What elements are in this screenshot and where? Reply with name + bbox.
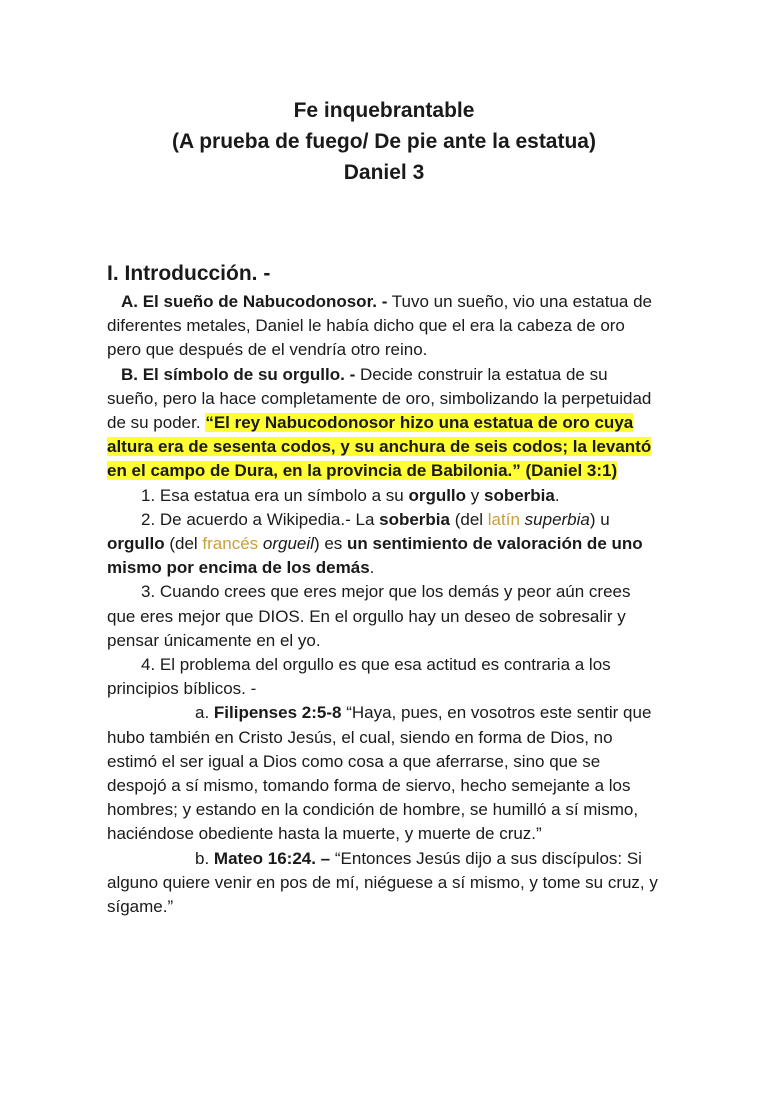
p2-soberbia: soberbia	[379, 509, 450, 529]
p1-soberbia: soberbia	[484, 485, 555, 505]
highlighted-quote: “El rey Nabucodonosor hizo una estatua de oro cuya altura era de sesenta codos, y su anchura de seis codos; la levantó en el campo de Dura, en la provincia de Babilonia.” (Daniel 3:1)	[107, 413, 652, 481]
paragraph-a-text: Tuvo un sueño, vio una estatua de diferentes metales, Daniel le había dicho que el era la cabeza de oro pero que después de el vendría otro reino.	[107, 292, 652, 360]
p1-and: y	[466, 485, 484, 505]
section-heading: I. Introducción. -	[107, 262, 271, 285]
document-title	[107, 95, 661, 188]
p2-superbia: superbia	[524, 509, 590, 529]
p2-orgueil: orgueil	[262, 534, 314, 554]
p2-text-a: 2. De acuerdo a Wikipedia.- La	[141, 509, 380, 529]
p2-period: .	[369, 558, 375, 578]
p2-text-c: (del	[449, 509, 488, 529]
paragraph-b-text: Decide construir la estatua de su sueño, pero la hace completamente de oro, simbolizando la perpetuidad de su poder.	[107, 364, 652, 433]
paragraph-1	[107, 484, 661, 508]
paragraph-4: 4. El problema del orgullo es que esa actitud es contraria a los principios bíblicos. -	[107, 655, 611, 699]
p2-text-h: (del	[164, 534, 203, 554]
paragraph-b-label: B. El símbolo de su orgullo. -	[121, 364, 356, 384]
p1-text: 1. Esa estatua era un símbolo a su	[141, 485, 409, 505]
p4b-reference: Mateo 16:24. –	[213, 848, 331, 868]
p2-text-k: ) es	[313, 534, 347, 554]
document-body	[107, 260, 661, 919]
title-line-2: (A prueba de fuego/ De pie ante la estatua)	[172, 130, 596, 153]
title-line-3: Daniel 3	[343, 161, 425, 184]
paragraph-4b	[107, 847, 661, 920]
p2-definition: un sentimiento de valoración de uno mismo por encima de los demás	[107, 534, 643, 578]
p4a-marker: a.	[195, 703, 214, 723]
p4a-reference: Filipenses 2:5-8	[213, 703, 342, 723]
paragraph-4a	[107, 701, 661, 846]
p4b-quote: “Entonces Jesús dijo a sus discípulos: Si alguno quiere venir en pos de mí, niéguese a sí mismo, y tome su cruz, y sígame.”	[107, 848, 658, 917]
p1-period: .	[554, 485, 560, 505]
p4b-marker: b.	[195, 848, 214, 868]
document-page	[0, 95, 768, 1119]
link-frances[interactable]: francés	[202, 534, 259, 554]
link-latin[interactable]: latín	[487, 509, 520, 529]
p2-orgullo: orgullo	[107, 534, 165, 554]
paragraph-a	[107, 290, 661, 363]
p2-text-f: ) u	[589, 509, 610, 529]
paragraph-2	[107, 508, 661, 581]
paragraph-a-label: A. El sueño de Nabucodonosor. -	[121, 292, 388, 311]
title-line-1: Fe inquebrantable	[293, 99, 475, 122]
paragraph-b	[107, 363, 661, 484]
p4a-quote: “Haya, pues, en vosotros este sentir que hubo también en Cristo Jesús, el cual, siendo en forma de Dios, no estimó el ser igual a Dios como cosa a que aferrarse, sino que se despojó a sí mismo, tomando forma de siervo, hecho semejante a los hombres; y estando en la condición de hombre, se humilló a sí mismo, haciéndose obediente hasta la muerte, y muerte de cruz.”	[107, 703, 652, 844]
paragraph-3: 3. Cuando crees que eres mejor que los demás y peor aún crees que eres mejor que DIOS. En el orgullo hay un deseo de sobresalir y pensar únicamente en el yo.	[107, 582, 631, 650]
p1-orgullo: orgullo	[408, 485, 467, 505]
